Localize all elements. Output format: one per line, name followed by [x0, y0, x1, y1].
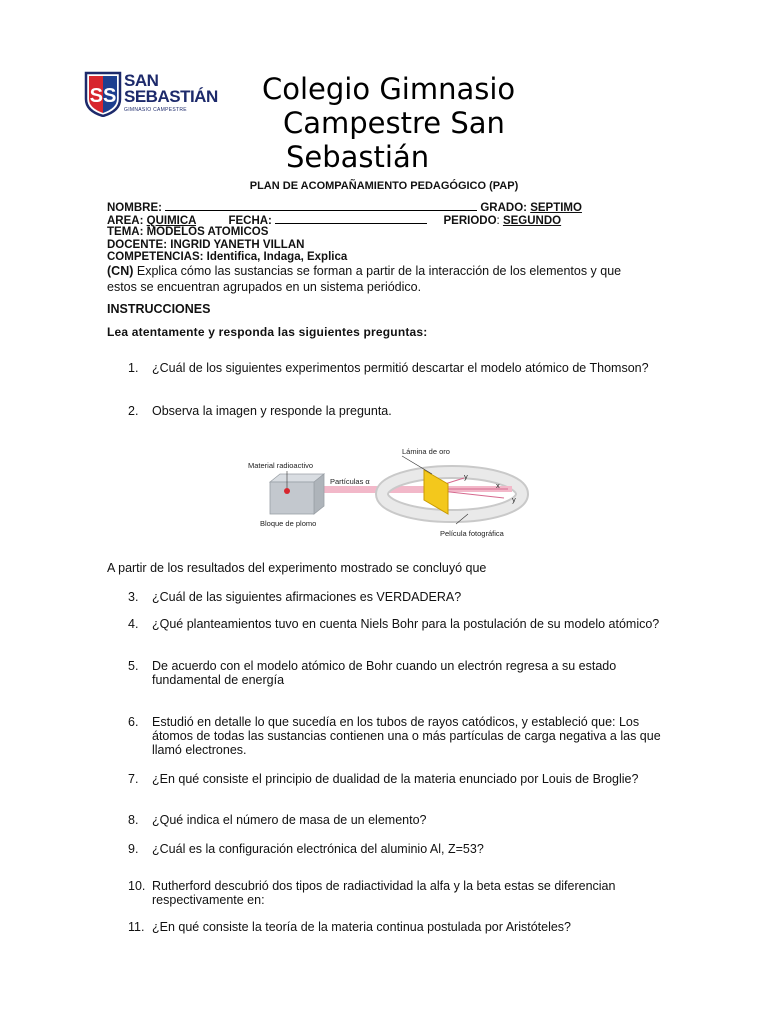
nombre-row: NOMBRE: GRADO: SEPTIMO [107, 202, 582, 214]
label-foil: Lámina de oro [402, 447, 450, 456]
alpha-beam [312, 486, 432, 493]
fecha-field[interactable] [275, 213, 427, 224]
svg-text:SS: SS [89, 85, 117, 107]
instructions-lead: Lea atentamente y responda las siguientes preguntas: [107, 325, 428, 339]
radioactive-source [284, 488, 290, 494]
docente-row: DOCENTE: INGRID YANETH VILLAN [107, 239, 305, 251]
logo-wordmark: SAN SEBASTIÁN [124, 71, 218, 106]
label-y1: y [464, 472, 468, 481]
area-value: QUIMICA [146, 215, 197, 227]
cn-competency: (CN) Explica cómo las sustancias se forman a partir de la interacción de los elementos y que estos se encuentran agrupados en un sistema periódico. [107, 264, 622, 294]
figure-conclusion-prompt: A partir de los resultados del experimento mostrado se concluyó que [107, 561, 487, 575]
periodo-value: SEGUNDO [502, 215, 562, 227]
school-name: Colegio Gimnasio Campestre San Sebastián [262, 72, 516, 174]
area-row: AREA: QUIMICA FECHA: PERIODO: SEGUNDO [107, 215, 562, 227]
label-material: Material radioactivo [248, 461, 314, 470]
plan-title: PLAN DE ACOMPAÑAMIENTO PEDAGÓGICO (PAP) [249, 180, 519, 192]
school-logo [84, 71, 218, 117]
rutherford-experiment-figure [242, 444, 532, 544]
instructions-heading: INSTRUCCIONES [107, 302, 211, 316]
label-particles: Partículas α [330, 477, 370, 486]
logo-subtitle: GIMNASIO CAMPESTRE [124, 107, 187, 113]
tema-row: TEMA: MODELOS ATOMICOS [107, 226, 269, 238]
grado-value: SEPTIMO [530, 202, 582, 214]
label-block: Bloque de plomo [260, 519, 317, 528]
worksheet-page: SS SAN SEBASTIÁN GIMNASIO CAMPESTRE Colegio Gimnasio Campestre San Sebastián PLAN DE ACOMPAÑAMIENTO PEDAGÓGICO (PAP) NOMBRE: GRADO: SEPTIMO AREA: QUIMICA FECHA: PERIODO: SEGUNDO TEMA: MODELOS ATOMICOS DOCENTE: INGRID YANETH VILLAN COMPETENCIAS: Identifica, Indaga, Explica (CN) Explica cómo las sustancias se forman a partir de la interacción de los elementos y que estos se encuentran agrupados en un sistema periódico. INSTRUCCIONES Lea atentamente y responda las siguientes preguntas: 1. ¿Cuál de los siguientes experimentos permitió descartar el modelo atómico de Thomson? 2. Observa la imagen y responde la pregunta. Material radioactivo Partículas α Bloque de plomo Lámina de oro Película fotográfica x y y A partir de los resultados del experimento mostrado se concluyó que 3. ¿Cuál de las siguientes afirmaciones es VERDADERA? 4. ¿Qué planteamientos tuvo en cuenta Niels Bohr para la postulación de su modelo atómico? 5. De acuerdo con el modelo atómico de Bohr cuando un electrón regresa a su estado fundamental de energía 6. Estudió en detalle lo que sucedía en los tubos de rayos catódicos, y estableció que: Los átomos de todas las sustancias contienen una o más partículas de carga negativa a las que llamó electrones. 7. ¿En qué consiste el principio de dualidad de la materia enunciado por Louis de Broglie? 8. ¿Qué indica el número de masa de un elemento? 9. ¿Cuál es la configuración electrónica del aluminio Al, Z=53? 10. Rutherford descubrió dos tipos de radiactividad la alfa y la beta estas se diferencian respectivamente en: 11. ¿En qué consiste la teoría de la materia continua postulada por Aristóteles? [0, 0, 768, 1024]
shield-logo-icon [84, 71, 122, 117]
competencias-row: COMPETENCIAS: Identifica, Indaga, Explica [107, 251, 348, 263]
nombre-field[interactable] [165, 200, 477, 211]
label-film: Película fotográfica [440, 529, 504, 538]
label-y2: y [512, 495, 516, 504]
label-x: x [496, 481, 500, 490]
